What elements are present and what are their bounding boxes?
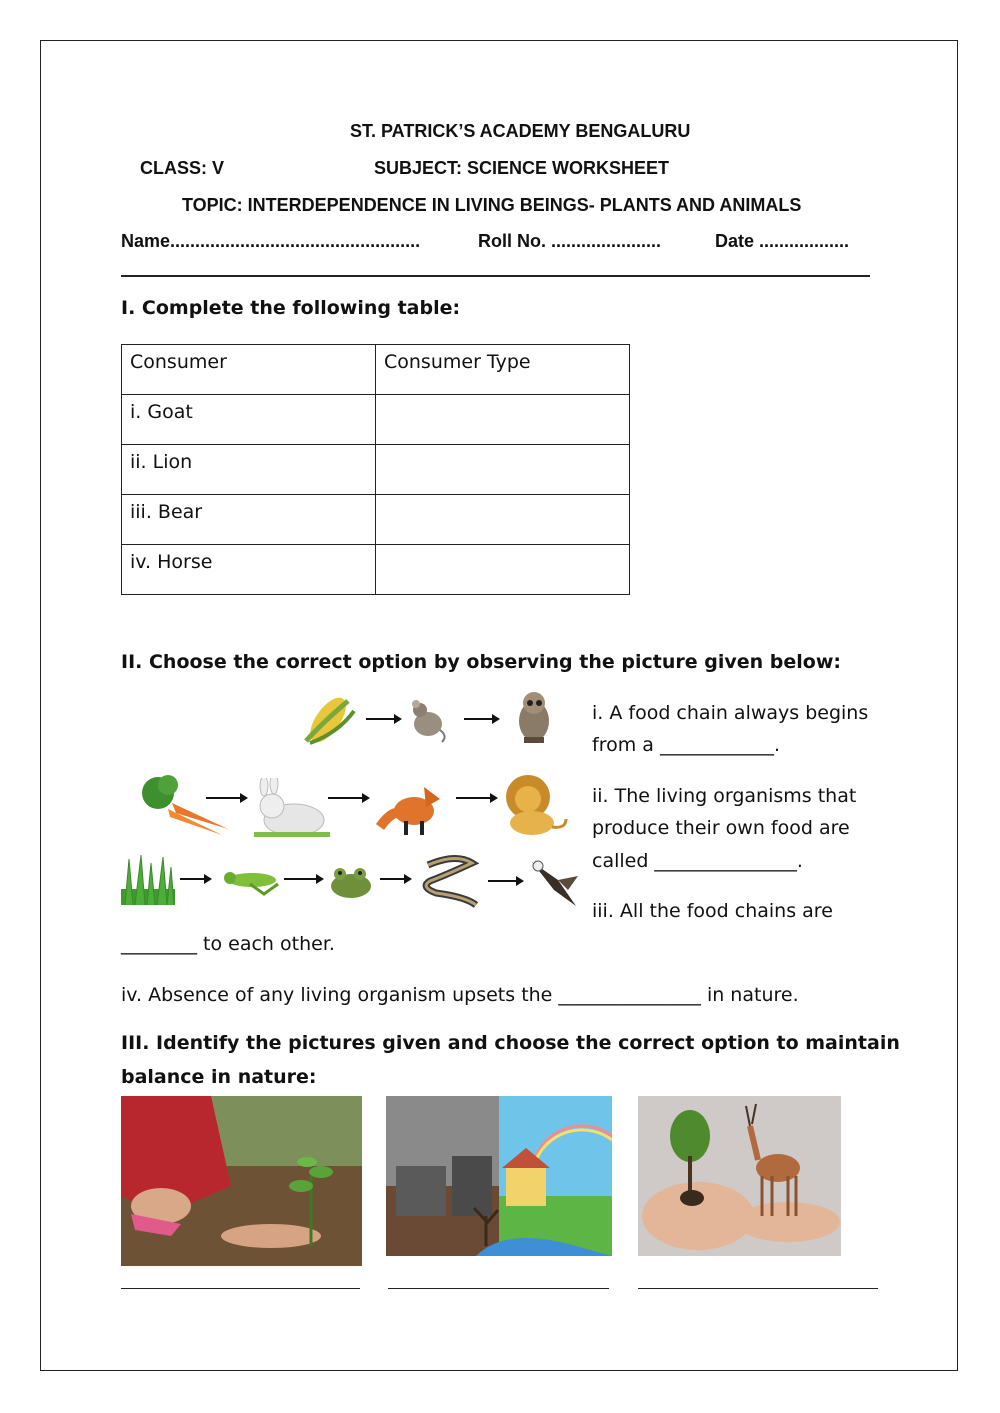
table-row — [122, 495, 630, 545]
pollution-vs-nature-illustration — [386, 1096, 612, 1256]
section3-title-line1: III. Identify the pictures given and choose the correct option to maintain — [121, 1032, 900, 1054]
owl-icon — [510, 689, 558, 745]
question-2-line1: ii. The living organisms that — [592, 785, 857, 807]
header-divider — [121, 275, 870, 277]
topic-label: TOPIC: INTERDEPENDENCE IN LIVING BEINGS- PLANTS AND ANIMALS — [182, 195, 802, 215]
answer-cell[interactable] — [376, 395, 630, 445]
arrow-icon — [456, 797, 496, 799]
section3-title-line2: balance in nature: — [121, 1066, 317, 1088]
arrow-icon — [328, 797, 368, 799]
fox-icon — [374, 777, 450, 837]
arrow-icon — [366, 718, 400, 720]
corn-icon — [298, 693, 360, 747]
table-header-consumer: Consumer — [122, 345, 376, 395]
answer-line-1[interactable] — [121, 1288, 360, 1289]
arrow-icon — [180, 878, 210, 880]
answer-line-3[interactable] — [638, 1288, 878, 1289]
roll-field[interactable]: Roll No. ...................... — [478, 231, 662, 251]
school-name: ST. PATRICK’S ACADEMY BENGALURU — [350, 121, 691, 141]
mouse-icon — [402, 696, 450, 744]
table-row — [122, 545, 630, 595]
snake-icon — [416, 853, 484, 909]
grasshopper-icon — [220, 864, 282, 898]
consumer-cell: iii. Bear — [122, 495, 376, 545]
section1-title: I. Complete the following table: — [121, 297, 461, 319]
eagle-icon — [528, 856, 580, 910]
consumer-cell: i. Goat — [122, 395, 376, 445]
arrow-icon — [488, 880, 522, 882]
name-field[interactable]: Name.................................................. — [121, 231, 421, 251]
answer-cell[interactable] — [376, 545, 630, 595]
planting-sapling-photo — [121, 1096, 362, 1266]
question-2-line3[interactable]: called _______________. — [592, 850, 803, 872]
grass-icon — [121, 853, 175, 905]
answer-cell[interactable] — [376, 495, 630, 545]
question-3-line1: iii. All the food chains are — [592, 900, 833, 922]
arrow-icon — [464, 718, 498, 720]
table-row — [122, 445, 630, 495]
arrow-icon — [206, 797, 246, 799]
arrow-icon — [284, 878, 322, 880]
consumer-table — [121, 344, 630, 595]
question-1-line1: i. A food chain always begins — [592, 702, 869, 724]
question-1-line2[interactable]: from a ____________. — [592, 734, 780, 756]
question-4[interactable]: iv. Absence of any living organism upsets the _______________ in nature. — [121, 984, 799, 1006]
carrot-icon — [136, 773, 232, 837]
table-header-row — [122, 345, 630, 395]
consumer-cell: ii. Lion — [122, 445, 376, 495]
frog-icon — [326, 862, 376, 902]
lion-icon — [494, 771, 570, 839]
table-header-consumer-type: Consumer Type — [376, 345, 630, 395]
consumer-cell: iv. Horse — [122, 545, 376, 595]
section2-title: II. Choose the correct option by observing the picture given below: — [121, 651, 841, 673]
question-3-line2[interactable]: ________ to each other. — [121, 933, 335, 955]
table-row — [122, 395, 630, 445]
arrow-icon — [380, 878, 410, 880]
hands-holding-plant-and-deer-photo — [638, 1096, 841, 1256]
class-label: CLASS: V — [140, 158, 225, 178]
answer-line-2[interactable] — [388, 1288, 609, 1289]
answer-cell[interactable] — [376, 445, 630, 495]
date-field[interactable]: Date .................. — [715, 231, 850, 251]
subject-label: SUBJECT: SCIENCE WORKSHEET — [374, 158, 670, 178]
rabbit-icon — [250, 778, 332, 838]
question-2-line2: produce their own food are — [592, 817, 850, 839]
